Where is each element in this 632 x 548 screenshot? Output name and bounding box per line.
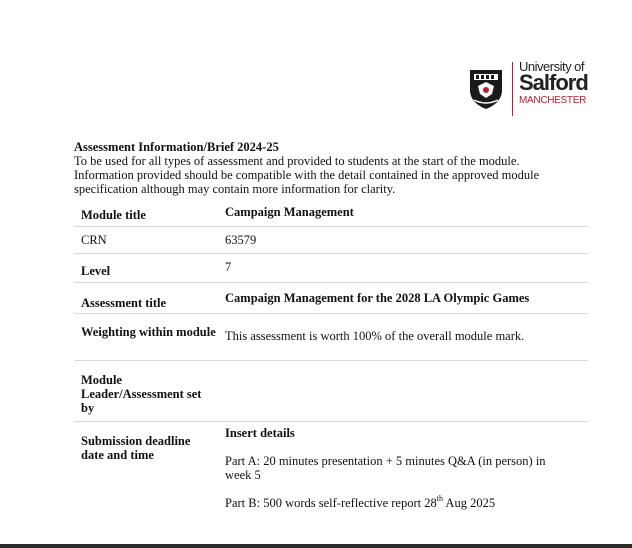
label-module-leader: Module Leader/Assessment set by xyxy=(81,373,202,415)
label-module-title: Module title xyxy=(81,208,146,222)
part-b-sup: th xyxy=(436,493,443,503)
value-submission xyxy=(225,426,575,524)
brief-title: Assessment Information/Brief 2024-25 xyxy=(74,140,279,154)
brief-line-3: specification although may contain more information for clarity. xyxy=(74,182,396,196)
label-assessment-title: Assessment title xyxy=(81,296,167,310)
part-b-prefix: Part B: 500 words self-reflective report 28 xyxy=(225,496,437,510)
label-weighting: Weighting within module xyxy=(81,325,216,339)
row-level xyxy=(74,254,588,283)
brief-header xyxy=(74,140,564,196)
label-submission: Submission deadline date and time xyxy=(81,434,191,462)
logo-wordmark xyxy=(519,60,588,106)
brief-line-2: Information provided should be compatible with the detail contained in the approved module xyxy=(74,168,540,182)
brief-line-1: To be used for all types of assessment and provided to students at the start of the module. xyxy=(74,154,520,168)
row-assessment-title xyxy=(74,283,588,314)
value-module-title: Campaign Management xyxy=(225,205,354,219)
value-level: 7 xyxy=(225,260,232,274)
part-b-suffix: Aug 2025 xyxy=(442,496,496,510)
logo-salford: Salford xyxy=(519,70,588,95)
assessment-info-table xyxy=(74,200,588,548)
submission-heading: Insert details xyxy=(225,426,295,440)
logo-university-of: University of xyxy=(519,59,585,74)
value-weighting: This assessment is worth 100% of the overall module mark. xyxy=(225,329,525,343)
logo-manchester: MANCHESTER xyxy=(519,95,587,106)
submission-part-a: Part A: 20 minutes presentation + 5 minutes Q&A (in person) in week 5 xyxy=(225,454,546,482)
row-submission xyxy=(74,422,588,548)
submission-part-b xyxy=(225,493,575,510)
page-bottom-edge xyxy=(0,544,632,548)
row-weighting xyxy=(74,314,588,361)
value-assessment-title: Campaign Management for the 2028 LA Olympic Games xyxy=(225,291,530,305)
row-module-title xyxy=(74,200,588,227)
university-logo xyxy=(468,60,608,122)
value-crn: 63579 xyxy=(225,233,257,247)
row-crn xyxy=(74,227,588,254)
label-level: Level xyxy=(81,264,111,278)
label-crn: CRN xyxy=(81,233,107,247)
row-module-leader xyxy=(74,361,588,422)
crest-icon xyxy=(468,66,504,110)
logo-divider xyxy=(512,62,513,116)
